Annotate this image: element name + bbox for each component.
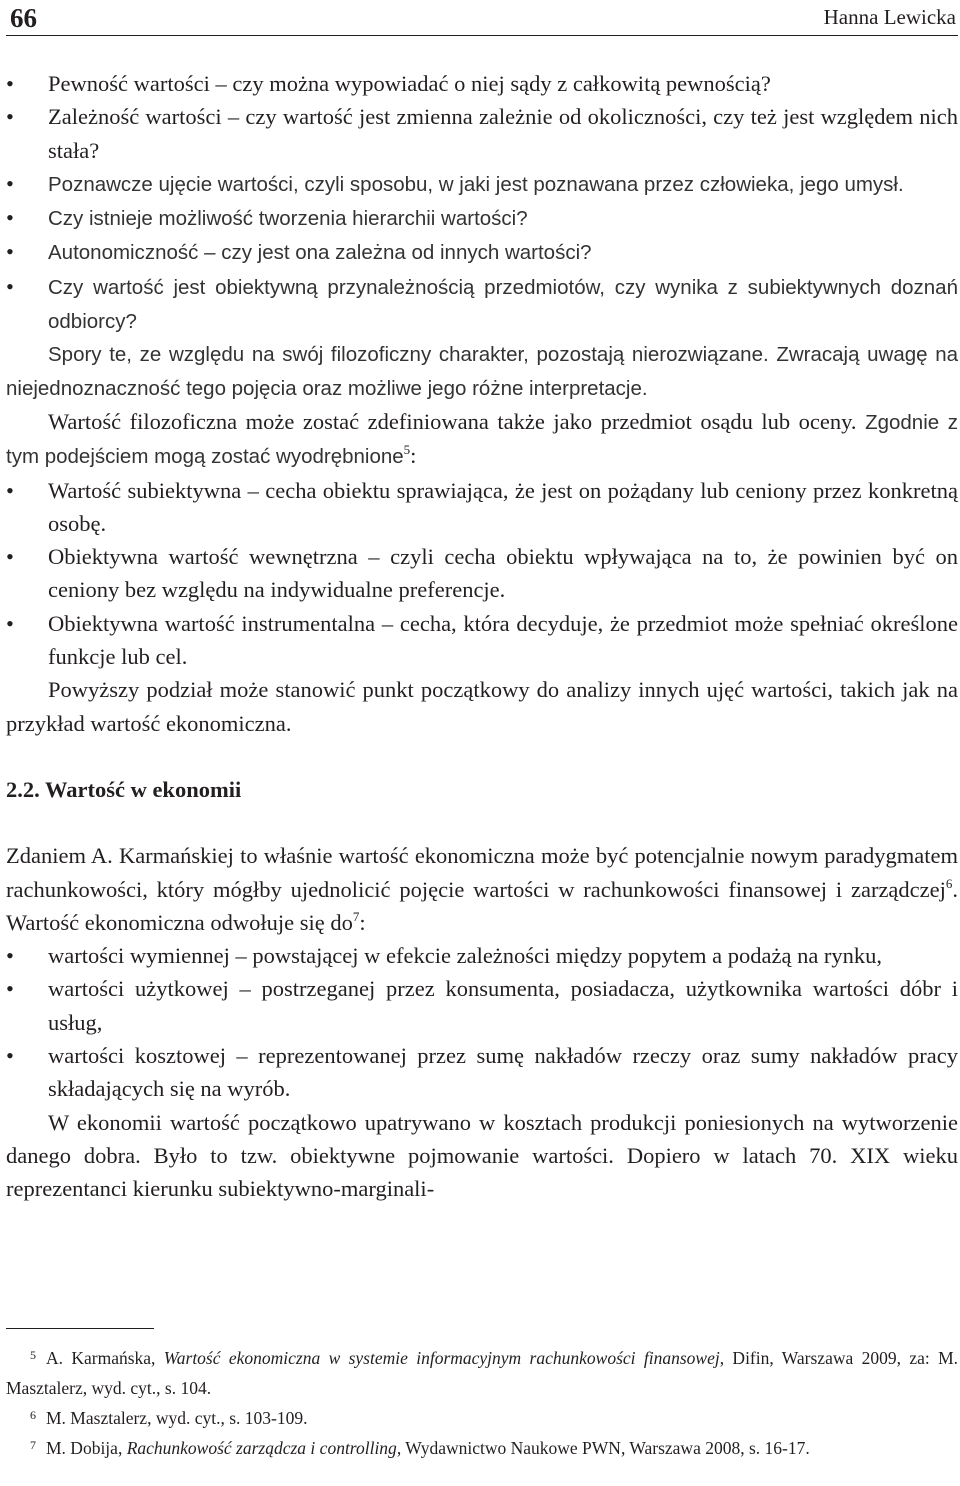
list-item xyxy=(6,67,958,100)
section-heading: 2.2. Wartość w ekonomii xyxy=(6,776,242,802)
list-item-text: Autonomiczność – czy jest ona zależna od innych wartości? xyxy=(48,241,592,265)
list-item-text: Wartość subiektywna – cecha obiektu sprawiająca, że jest on pożądany lub ceniony przez konkretną osobę. xyxy=(48,477,958,536)
value-types-list xyxy=(6,474,958,674)
bullet-icon: • xyxy=(6,205,14,231)
economic-value-list xyxy=(6,939,958,1105)
list-item xyxy=(6,167,958,201)
list-item-text: wartości użytkowej – postrzeganej przez konsumenta, posiadacza, użytkownika wartości dóbr i usług, xyxy=(48,976,958,1035)
paragraph-economic-value xyxy=(6,839,958,939)
footnote-ref[interactable]: 5 xyxy=(403,442,411,458)
running-header-author: Hanna Lewicka xyxy=(823,5,956,29)
questions-list xyxy=(6,67,958,338)
paragraph-text: . Wartość ekonomiczna odwołuje się do xyxy=(6,876,958,935)
paragraph-text: Zdaniem A. Karmańskiej to właśnie wartość ekonomiczna może być potencjalnie nowym paradygmatem rachunkowości, który mógłby ujednolicić pojęcie wartości w rachunkowości finansowej i zarządczej xyxy=(6,843,958,902)
paragraph-economics-history: W ekonomii wartość początkowo upatrywano w kosztach produkcji poniesionych na wytworzenie danego dobra. Było to tzw. obiektywne pojmowanie wartości. Dopiero w latach 70. XIX wieku reprezentanci kierunku subiektywno-marginali- xyxy=(6,1109,958,1202)
paragraph-division: Powyższy podział może stanowić punkt początkowy do analizy innych ujęć wartości, takich jak na przykład wartość ekonomiczna. xyxy=(6,677,958,736)
bullet-icon: • xyxy=(6,71,14,96)
footnote-ref[interactable]: 6 xyxy=(945,875,953,891)
footnote-7: 7 M. Dobija, Rachunkowość zarządcza i controlling, Wydawnictwo Naukowe PWN, Warszawa 2008, s. 16-17. xyxy=(30,1438,810,1458)
footnote-text: , Wydawnictwo Naukowe PWN, Warszawa 2008, s. 16-17. xyxy=(396,1438,810,1458)
list-item xyxy=(6,474,958,541)
list-item-text: Poznawcze ujęcie wartości, czyli sposobu, w jaki jest poznawana przez człowieka, jego umysł. xyxy=(48,172,904,196)
footnote-text: A. Karmańska, xyxy=(46,1348,164,1368)
paragraph-disputes: Spory te, ze względu na swój filozoficzny charakter, pozostają nierozwiązane. Zwracają uwagę na niejednoznaczność tego pojęcia oraz możliwe jego różne interpretacje. xyxy=(6,343,958,400)
bullet-icon: • xyxy=(6,1043,14,1069)
list-item xyxy=(6,540,958,607)
footnote-6: 6 M. Masztalerz, wyd. cyt., s. 103-109. xyxy=(30,1408,308,1428)
list-item xyxy=(6,939,958,972)
bullet-icon: • xyxy=(6,943,14,969)
bullet-icon: • xyxy=(6,170,14,196)
list-item-text: Obiektywna wartość instrumentalna – cecha, która decyduje, że przedmiot może spełniać określone funkcje lub cel. xyxy=(48,610,958,670)
footnote-ref[interactable]: 7 xyxy=(352,908,360,924)
footnote-title: Rachunkowość zarządcza i controlling xyxy=(126,1438,397,1458)
footnote-text: , Difin, Warszawa 2009, za: M. Masztalerz, wyd. cyt., s. 104. xyxy=(6,1348,958,1398)
footnote-text: M. Masztalerz, wyd. cyt., s. 103-109. xyxy=(46,1408,308,1428)
list-item xyxy=(6,100,958,167)
list-item xyxy=(6,201,958,235)
paragraph-text: : xyxy=(359,909,366,935)
bullet-icon: • xyxy=(6,104,14,130)
list-item-text: Obiektywna wartość wewnętrzna – czyli cecha obiektu wpływająca na to, że powinien być on ceniony bez względu na indywidualne preferencje. xyxy=(48,544,958,603)
bullet-icon: • xyxy=(6,477,14,503)
bullet-icon: • xyxy=(6,976,14,1002)
paragraph-text: Zgodnie z tym podejściem mogą zostać wyodrębnione xyxy=(6,410,959,469)
paragraph-text: Wartość filozoficzna może zostać zdefiniowana także jako przedmiot osądu lub oceny. xyxy=(48,408,857,434)
footnote-title: Wartość ekonomiczna w systemie informacyjnym rachunkowości finansowej xyxy=(163,1348,720,1368)
running-header xyxy=(6,0,958,36)
bullet-icon: • xyxy=(6,544,14,570)
list-item-text: wartości kosztowej – reprezentowanej przez sumę nakładów rzeczy oraz sumy nakładów pracy składających się na wyrób. xyxy=(48,1043,958,1102)
paragraph-philosophical-value xyxy=(6,405,958,474)
footnote-divider xyxy=(6,1328,154,1329)
footnote-text: M. Dobija, xyxy=(46,1438,127,1458)
bullet-icon: • xyxy=(6,610,14,636)
list-item-text: wartości wymiennej – powstającej w efekcie zależności między popytem a podażą na rynku, xyxy=(48,943,883,969)
list-item xyxy=(6,607,958,674)
list-item-text: Pewność wartości – czy można wypowiadać o niej sądy z całkowitą pewnością? xyxy=(48,71,771,96)
list-item xyxy=(6,1039,958,1106)
list-item xyxy=(6,270,958,339)
list-item xyxy=(6,972,958,1039)
list-item-text: Zależność wartości – czy wartość jest zmienna zależnie od okoliczności, czy też jest względem nich stała? xyxy=(48,104,958,163)
paragraph-text: : xyxy=(410,443,417,469)
bullet-icon: • xyxy=(6,239,14,265)
footnote-5: 5 A. Karmańska, Wartość ekonomiczna w systemie informacyjnym rachunkowości finansowej, Difin, Warszawa 2009, za: M. Masztalerz, wyd. cyt., s. 104. xyxy=(6,1348,958,1398)
list-item-text: Czy istnieje możliwość tworzenia hierarchii wartości? xyxy=(48,207,528,231)
list-item-text: Czy wartość jest obiektywną przynależnością przedmiotów, czy wynika z subiektywnych doznań odbiorcy? xyxy=(48,275,958,334)
page-number: 66 xyxy=(10,3,37,33)
list-item xyxy=(6,235,958,269)
main-text xyxy=(6,67,958,1206)
bullet-icon: • xyxy=(6,273,14,299)
footnotes xyxy=(6,1343,958,1463)
